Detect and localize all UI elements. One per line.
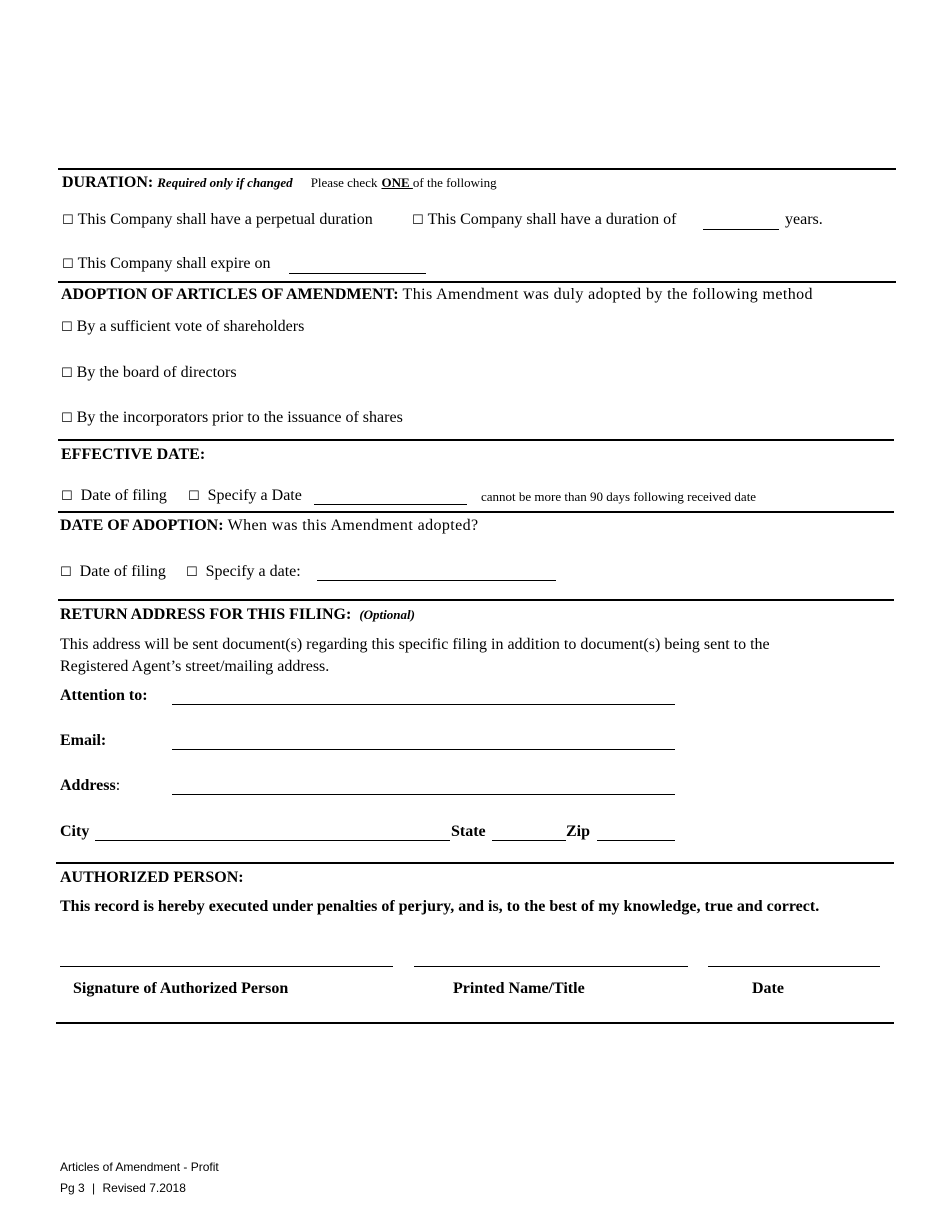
address-label-row — [60, 777, 120, 795]
option-label: Date of filing — [80, 487, 167, 504]
date-line[interactable] — [708, 966, 880, 967]
date-of-adoption-question: When was this Amendment adopted? — [227, 517, 479, 534]
effective-date-note: cannot be more than 90 days following received date — [481, 489, 757, 504]
option-label: This Company shall have a duration of — [427, 211, 677, 228]
return-address-heading-row — [60, 606, 415, 624]
printed-name-line[interactable] — [414, 966, 688, 967]
option-label: By the incorporators prior to the issuance of shares — [76, 409, 403, 426]
authorized-heading: AUTHORIZED PERSON: — [60, 869, 244, 886]
adoption-option-incorporators[interactable] — [61, 409, 403, 427]
email-label: Email: — [60, 732, 107, 749]
footer-separator: | — [92, 1181, 96, 1195]
attention-label: Attention to: — [60, 687, 148, 704]
footer-page-row — [60, 1181, 186, 1195]
option-label: By the board of directors — [76, 364, 237, 381]
adoption-option-shareholders[interactable] — [61, 318, 304, 336]
signature-label: Signature of Authorized Person — [73, 980, 289, 997]
authorized-statement: This record is hereby executed under penalties of perjury, and is, to the best of my knowledge, true and correct. — [60, 898, 820, 915]
footer-revised: Revised 7.2018 — [102, 1181, 186, 1195]
return-address-description: This address will be sent document(s) regarding this specific filing in addition to document(s) being sent to the Registered Agent’s street/mailing address. — [60, 636, 770, 675]
address-colon: : — [115, 777, 121, 794]
checkbox-icon[interactable]: ☐ — [61, 320, 73, 335]
checkbox-icon[interactable]: ☐ — [188, 489, 200, 504]
signature-line[interactable] — [60, 966, 393, 967]
adoption-date-specify-option[interactable] — [186, 563, 301, 581]
option-label: By a sufficient vote of shareholders — [76, 318, 305, 335]
option-label: Specify a Date — [207, 487, 302, 504]
adoption-heading: ADOPTION OF ARTICLES OF AMENDMENT: — [61, 286, 399, 303]
effective-date-heading: EFFECTIVE DATE: — [61, 446, 206, 463]
duration-expire-option[interactable] — [62, 255, 271, 273]
checkbox-icon[interactable]: ☐ — [60, 565, 72, 580]
checkbox-icon[interactable]: ☐ — [62, 257, 74, 272]
adoption-date-filing-option[interactable] — [60, 563, 166, 581]
duration-years-option[interactable] — [412, 211, 677, 229]
effective-date-specify-option[interactable] — [188, 487, 302, 505]
checkbox-icon[interactable]: ☐ — [61, 411, 73, 426]
printed-name-label: Printed Name/Title — [453, 980, 585, 997]
divider — [58, 599, 894, 601]
years-label: years. — [785, 211, 823, 228]
email-field[interactable] — [172, 749, 675, 750]
duration-years-field[interactable] — [703, 229, 779, 230]
divider — [56, 1022, 894, 1024]
checkbox-icon[interactable]: ☐ — [61, 366, 73, 381]
address-label: Address — [60, 777, 116, 794]
divider — [56, 862, 894, 864]
footer-page: Pg 3 — [60, 1181, 85, 1195]
divider — [58, 439, 894, 441]
address-field[interactable] — [172, 794, 675, 795]
zip-field[interactable] — [597, 840, 675, 841]
duration-required-note: Required only if changed — [157, 175, 293, 190]
effective-date-field[interactable] — [314, 504, 467, 505]
state-field[interactable] — [492, 840, 566, 841]
adoption-date-field[interactable] — [317, 580, 556, 581]
divider — [58, 168, 896, 170]
duration-heading-row — [62, 174, 497, 192]
option-label: Specify a date: — [205, 563, 301, 580]
divider — [58, 281, 896, 283]
adoption-option-board[interactable] — [61, 364, 237, 382]
duration-perpetual-option[interactable] — [62, 211, 373, 229]
attention-field[interactable] — [172, 704, 675, 705]
adoption-heading-row — [61, 286, 813, 304]
duration-expire-field[interactable] — [289, 273, 426, 274]
zip-label: Zip — [566, 823, 591, 840]
date-of-adoption-heading: DATE OF ADOPTION: — [60, 517, 224, 534]
checkbox-icon[interactable]: ☐ — [62, 213, 74, 228]
duration-check-one: ONE — [381, 175, 413, 190]
duration-check-suffix: of the following — [412, 175, 497, 190]
footer-title: Articles of Amendment - Profit — [60, 1160, 219, 1174]
checkbox-icon[interactable]: ☐ — [61, 489, 73, 504]
date-label: Date — [752, 980, 784, 997]
option-label: This Company shall have a perpetual duration — [77, 211, 373, 228]
return-address-heading: RETURN ADDRESS FOR THIS FILING: — [60, 606, 352, 623]
effective-date-filing-option[interactable] — [61, 487, 167, 505]
option-label: Date of filing — [79, 563, 166, 580]
duration-heading: DURATION: — [62, 174, 154, 191]
checkbox-icon[interactable]: ☐ — [186, 565, 198, 580]
duration-check-prefix: Please check — [310, 175, 378, 190]
return-address-optional: (Optional) — [359, 607, 415, 622]
adoption-description: This Amendment was duly adopted by the following method — [402, 286, 813, 303]
city-label: City — [60, 823, 90, 840]
state-label: State — [451, 823, 486, 840]
city-field[interactable] — [95, 840, 450, 841]
option-label: This Company shall expire on — [77, 255, 271, 272]
date-of-adoption-heading-row — [60, 517, 479, 535]
checkbox-icon[interactable]: ☐ — [412, 213, 424, 228]
divider — [58, 511, 894, 513]
